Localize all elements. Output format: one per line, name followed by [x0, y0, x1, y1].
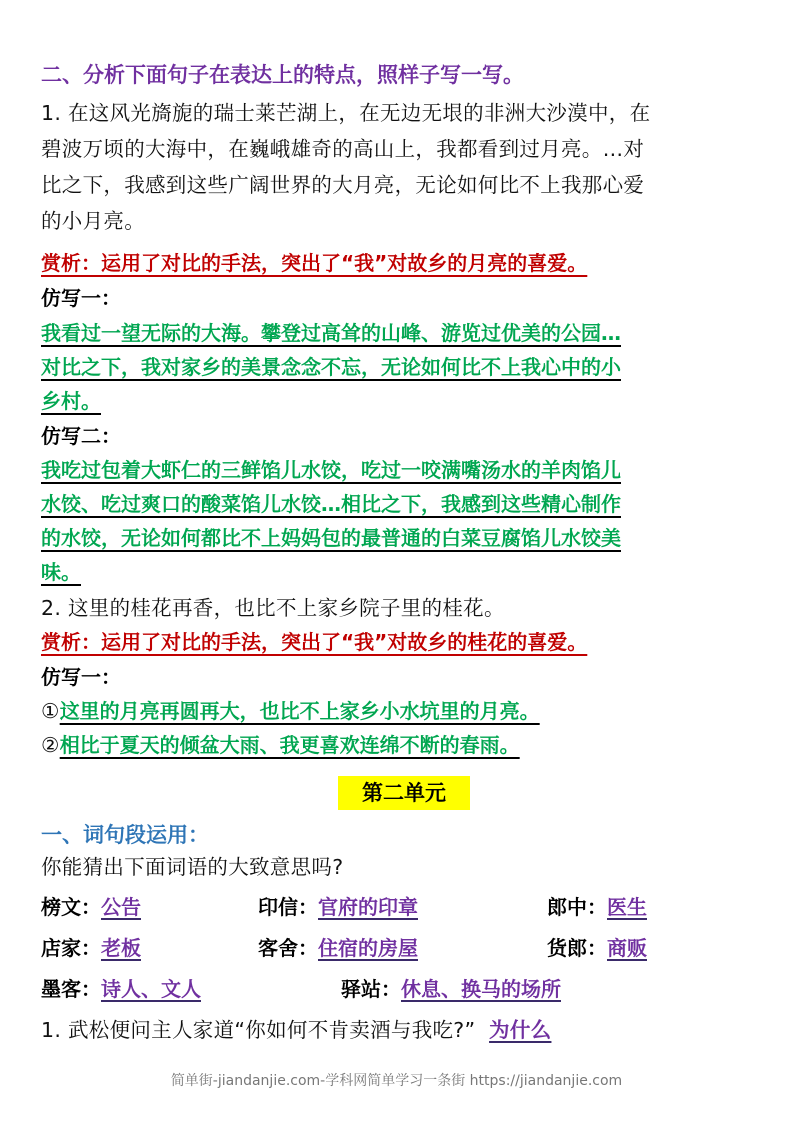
- imitation-answer-line: 水饺、吃过爽口的酸菜馅儿水饺…相比之下，我感到这些精心制作: [41, 492, 621, 516]
- item-marker: ②: [41, 733, 60, 757]
- vocab-meaning: 休息、换马的场所: [401, 977, 561, 1001]
- vocab-meaning: 商贩: [607, 936, 647, 960]
- imitation-item: [41, 696, 540, 726]
- analysis-text: 赏析：运用了对比的手法，突出了“我”对故乡的桂花的喜爱。: [41, 630, 588, 654]
- question-1-line: 比之下，我感到这些广阔世界的大月亮，无论如何比不上我那心爱: [41, 173, 645, 197]
- prompt-text: 你能猜出下面词语的大致意思吗?: [41, 855, 344, 879]
- vocab-item: [41, 892, 141, 922]
- vocab-term: 店家：: [41, 936, 101, 960]
- vocab-item: [41, 933, 141, 963]
- imitation-label: 仿写一：: [41, 665, 121, 689]
- vocab-term: 货郎：: [547, 936, 607, 960]
- item-marker: ①: [41, 699, 60, 723]
- vocab-meaning: 公告: [101, 895, 141, 919]
- vocab-term: 榜文：: [41, 895, 101, 919]
- imitation-label: 仿写二：: [41, 424, 121, 448]
- imitation-answer-line: 我看过一望无际的大海。攀登过高耸的山峰、游览过优美的公园…: [41, 321, 621, 345]
- unit-title: 第二单元: [338, 776, 470, 810]
- vocab-item: [258, 892, 418, 922]
- vocab-item: [547, 892, 647, 922]
- question-1-line: 的小月亮。: [41, 209, 145, 233]
- question-1-wusong: [41, 1015, 551, 1045]
- imitation-answer-line: 味。: [41, 560, 81, 584]
- vocab-item: [41, 974, 201, 1004]
- question-text: 1. 武松便问主人家道“你如何不肯卖酒与我吃?”: [41, 1018, 476, 1042]
- footer-watermark: 简单街-jiandanjie.com-学科网简单学习一条街 https://jiandanjie.com: [170, 1073, 623, 1089]
- imitation-answer-line: 的水饺，无论如何都比不上妈妈包的最普通的白菜豆腐馅儿水饺美: [41, 526, 621, 550]
- vocab-meaning: 住宿的房屋: [318, 936, 418, 960]
- vocab-term: 驿站：: [341, 977, 401, 1001]
- analysis-text: 赏析：运用了对比的手法，突出了“我”对故乡的月亮的喜爱。: [41, 251, 588, 275]
- imitation-answer: 这里的月亮再圆再大，也比不上家乡小水坑里的月亮。: [59, 699, 540, 723]
- question-1-line: 1. 在这风光旖旎的瑞士莱芒湖上，在无边无垠的非洲大沙漠中，在: [41, 101, 651, 125]
- imitation-label: 仿写一：: [41, 286, 121, 310]
- imitation-answer-line: 我吃过包着大虾仁的三鲜馅儿水饺，吃过一咬满嘴汤水的羊肉馅儿: [41, 458, 621, 482]
- question-2-sentence: 2. 这里的桂花再香，也比不上家乡院子里的桂花。: [41, 596, 505, 620]
- vocab-term: 客舍：: [258, 936, 318, 960]
- vocab-item: [341, 974, 561, 1004]
- imitation-item: [41, 730, 520, 760]
- imitation-answer-line: 对比之下，我对家乡的美景念念不忘，无论如何比不上我心中的小: [41, 355, 621, 379]
- vocab-meaning: 老板: [101, 936, 141, 960]
- vocab-meaning: 医生: [607, 895, 647, 919]
- vocab-term: 印信：: [258, 895, 318, 919]
- vocab-meaning: 官府的印章: [318, 895, 418, 919]
- vocab-term: 墨客：: [41, 977, 101, 1001]
- vocab-item: [258, 933, 418, 963]
- vocab-item: [547, 933, 647, 963]
- vocab-meaning: 诗人、文人: [101, 977, 201, 1001]
- vocab-term: 郎中：: [547, 895, 607, 919]
- imitation-answer: 相比于夏天的倾盆大雨、我更喜欢连绵不断的春雨。: [59, 733, 520, 757]
- imitation-answer-line: 乡村。: [41, 389, 101, 413]
- section-heading: 二、分析下面句子在表达上的特点，照样子写一写。: [41, 63, 524, 87]
- question-1-line: 碧波万顷的大海中，在巍峨雄奇的高山上，我都看到过月亮。…对: [41, 137, 645, 161]
- section-heading: 一、词句段运用：: [41, 823, 209, 847]
- question-answer: 为什么: [489, 1018, 552, 1042]
